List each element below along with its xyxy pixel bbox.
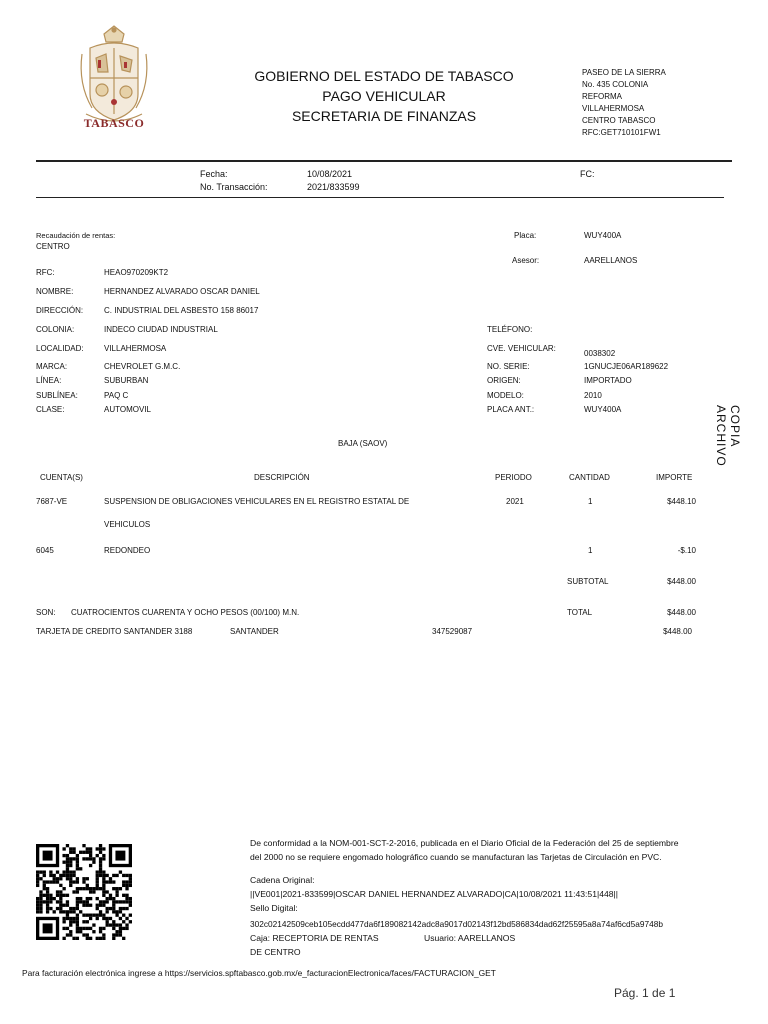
- transaccion-value: 2021/833599: [307, 182, 360, 192]
- header-title-line-1: GOBIERNO DEL ESTADO DE TABASCO: [254, 68, 514, 84]
- address-line: CENTRO TABASCO: [582, 116, 656, 125]
- cve-vehicular-value: 0038302: [584, 349, 616, 358]
- header-divider: [36, 160, 732, 162]
- telefono-label: TELÉFONO:: [487, 325, 533, 334]
- colonia-label: COLONIA:: [36, 325, 75, 334]
- nom-notice-line-2: del 2000 no se requiere engomado holográfico cuando se manufacturan las Tarjetas de Circulación en PVC.: [250, 852, 662, 862]
- address-line: REFORMA: [582, 92, 622, 101]
- linea-label: LÍNEA:: [36, 376, 62, 385]
- origen-label: ORIGEN:: [487, 376, 521, 385]
- placa-value: WUY400A: [584, 231, 622, 240]
- payment-bank: SANTANDER: [230, 627, 279, 636]
- sello-digital-value: 302c02142509ceb105ecdd477da6f189082142adc8a9017d02143f12bd586834dad62f25595a8a74af6cd5a9748b: [250, 919, 663, 929]
- cve-vehicular-label: CVE. VEHICULAR:: [487, 344, 556, 353]
- col-header-descripcion: DESCRIPCIÓN: [254, 473, 310, 482]
- address-line: VILLAHERMOSA: [582, 104, 645, 113]
- linea-value: SUBURBAN: [104, 376, 149, 385]
- serie-value: 1GNUCJE06AR189622: [584, 362, 669, 371]
- address-line: PASEO DE LA SIERRA: [582, 68, 666, 77]
- nombre-value: HERNANDEZ ALVARADO OSCAR DANIEL: [104, 287, 260, 296]
- placa-label: Placa:: [514, 231, 537, 240]
- cadena-original-label: Cadena Original:: [250, 875, 315, 885]
- asesor-value: AARELLANOS: [584, 256, 638, 265]
- subtotal-label: SUBTOTAL: [567, 577, 609, 586]
- clase-label: CLASE:: [36, 405, 65, 414]
- col-header-periodo: PERIODO: [495, 473, 532, 482]
- row-periodo: 2021: [506, 497, 524, 506]
- amount-in-words: CUATROCIENTOS CUARENTA Y OCHO PESOS (00/100) M.N.: [71, 608, 300, 617]
- tramite-title: BAJA (SAOV): [338, 439, 388, 448]
- direccion-value: C. INDUSTRIAL DEL ASBESTO 158 86017: [104, 306, 259, 315]
- direccion-label: DIRECCIÓN:: [36, 306, 84, 315]
- asesor-label: Asesor:: [512, 256, 540, 265]
- rfc-value: HEAO970209KT2: [104, 268, 169, 277]
- row-cantidad: 1: [588, 497, 593, 506]
- qr-code: [36, 844, 132, 940]
- caja-line-2: DE CENTRO: [250, 947, 301, 957]
- transaccion-label: No. Transacción:: [200, 182, 268, 192]
- row-descripcion: SUSPENSION DE OBLIGACIONES VEHICULARES EN EL REGISTRO ESTATAL DE: [104, 497, 410, 506]
- row-descripcion: REDONDEO: [104, 546, 151, 555]
- placa-ant-value: WUY400A: [584, 405, 622, 414]
- total-label: TOTAL: [567, 608, 593, 617]
- logo-wordmark: TABASCO: [83, 116, 145, 130]
- transaction-divider: [36, 197, 724, 198]
- cadena-original-value: ||VE001|2021-833599|OSCAR DANIEL HERNANDEZ ALVARADO|CA|10/08/2021 11:43:51|448||: [250, 889, 619, 899]
- marca-label: MARCA:: [36, 362, 68, 371]
- total-value: $448.00: [667, 608, 696, 617]
- modelo-value: 2010: [584, 391, 602, 400]
- col-header-cantidad: CANTIDAD: [569, 473, 610, 482]
- payment-amount: $448.00: [663, 627, 692, 636]
- nombre-label: NOMBRE:: [36, 287, 74, 296]
- fecha-label: Fecha:: [200, 169, 228, 179]
- marca-value: CHEVROLET G.M.C.: [104, 362, 181, 371]
- row-descripcion-continued: VEHICULOS: [104, 520, 151, 529]
- modelo-label: MODELO:: [487, 391, 524, 400]
- payment-method: TARJETA DE CREDITO SANTANDER 3188: [36, 627, 193, 636]
- address-line: RFC:GET710101FW1: [582, 128, 661, 137]
- address-line: No. 435 COLONIA: [582, 80, 649, 89]
- row-cuenta: 6045: [36, 546, 54, 555]
- copia-archivo-stamp: COPIA ARCHIVO: [714, 405, 742, 467]
- header-title-line-2: PAGO VEHICULAR: [322, 88, 446, 104]
- sublinea-label: SUBLÍNEA:: [36, 391, 78, 400]
- col-header-cuenta: CUENTA(S): [40, 473, 83, 482]
- row-cuenta: 7687-VE: [36, 497, 68, 506]
- rfc-label: RFC:: [36, 268, 55, 277]
- subtotal-value: $448.00: [667, 577, 696, 586]
- facturacion-notice: Para facturación electrónica ingrese a https://servicios.spftabasco.gob.mx/e_facturacionElectronica/faces/FACTURACION_GET: [22, 968, 496, 978]
- nom-notice-line-1: De conformidad a la NOM-001-SCT-2-2016, publicada en el Diario Oficial de la Federación del 25 de septiembre: [250, 838, 679, 848]
- recaudacion-label: Recaudación de rentas:: [36, 231, 116, 240]
- localidad-label: LOCALIDAD:: [36, 344, 84, 353]
- row-importe: $448.10: [667, 497, 696, 506]
- fecha-value: 10/08/2021: [307, 169, 353, 179]
- fc-label: FC:: [580, 169, 595, 179]
- usuario-line: Usuario: AARELLANOS: [424, 933, 516, 943]
- origen-value: IMPORTADO: [584, 376, 632, 385]
- sello-digital-label: Sello Digital:: [250, 903, 298, 913]
- header-title-line-3: SECRETARIA DE FINANZAS: [291, 108, 477, 124]
- row-importe: -$.10: [677, 546, 696, 555]
- clase-value: AUTOMOVIL: [104, 405, 151, 414]
- page-number: Pág. 1 de 1: [614, 986, 676, 1000]
- localidad-value: VILLAHERMOSA: [104, 344, 167, 353]
- col-header-importe: IMPORTE: [656, 473, 693, 482]
- placa-ant-label: PLACA ANT.:: [487, 405, 535, 414]
- serie-label: NO. SERIE:: [487, 362, 530, 371]
- sublinea-value: PAQ C: [104, 391, 129, 400]
- recaudacion-value: CENTRO: [36, 242, 70, 251]
- son-label: SON:: [36, 608, 56, 617]
- row-cantidad: 1: [588, 546, 593, 555]
- payment-reference: 347529087: [432, 627, 473, 636]
- colonia-value: INDECO CIUDAD INDUSTRIAL: [104, 325, 218, 334]
- caja-line: Caja: RECEPTORIA DE RENTAS: [250, 933, 379, 943]
